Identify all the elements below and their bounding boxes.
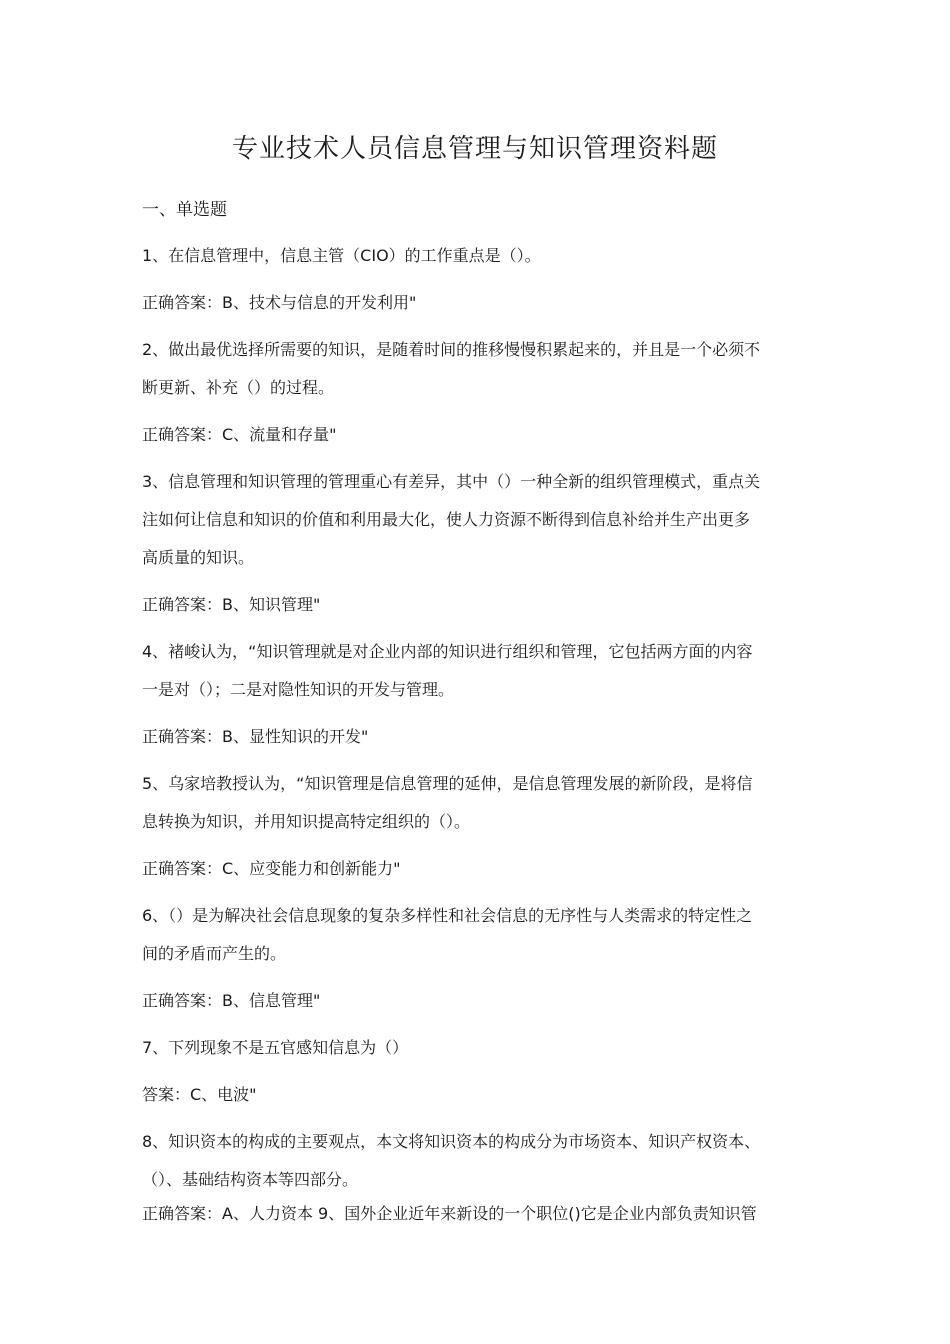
question-line: 8、知识资本的构成的主要观点，本文将知识资本的构成分为市场资本、知识产权资本、 [142,1132,761,1151]
answer-line: 正确答案：C、应变能力和创新能力" [142,859,401,878]
question-line: 2、做出最优选择所需要的知识，是随着时间的推移慢慢积累起来的，并且是一个必须不 [142,340,761,359]
question-line: 高质量的知识。 [142,548,255,567]
answer-line: 正确答案：B、显性知识的开发" [142,727,369,746]
question-line: 1、在信息管理中，信息主管（CIO）的工作重点是（）。 [142,246,541,265]
question-line: 息转换为知识，并用知识提高特定组织的（）。 [142,812,471,831]
section-heading: 一、单选题 [142,200,227,220]
question-line: 4、褚峻认为，“知识管理就是对企业内部的知识进行组织和管理，它包括两方面的内容 [142,642,753,661]
question-line: 3、信息管理和知识管理的管理重心有差异，其中（）一种全新的组织管理模式，重点关 [142,472,761,491]
question-line: 注如何让信息和知识的价值和利用最大化，使人力资源不断得到信息补给并生产出更多 [142,510,751,529]
answer-line: 正确答案：B、信息管理" [142,991,321,1010]
question-line: （）、基础结构资本等四部分。 [142,1170,359,1189]
document-title: 专业技术人员信息管理与知识管理资料题 [231,134,718,164]
answer-line: 正确答案：B、知识管理" [142,595,321,614]
answer-line: 正确答案：C、流量和存量" [142,425,337,444]
question-line: 6、（）是为解决社会信息现象的复杂多样性和社会信息的无序性与人类需求的特定性之 [142,906,753,925]
answer-line: 正确答案：B、技术与信息的开发利用" [142,293,417,312]
answer-line: 正确答案：A、人力资本 9、国外企业近年来新设的一个职位()它是企业内部负责知识管 [142,1204,757,1223]
answer-line: 答案：C、电波" [142,1085,257,1104]
question-line: 断更新、补充（）的过程。 [142,378,335,397]
question-line: 一是对（）；二是对隐性知识的开发与管理。 [142,680,455,699]
question-line: 7、下列现象不是五官感知信息为（） [142,1038,409,1057]
question-line: 间的矛盾而产生的。 [142,944,287,963]
question-line: 5、乌家培教授认为，“知识管理是信息管理的延伸，是信息管理发展的新阶段，是将信 [142,774,753,793]
